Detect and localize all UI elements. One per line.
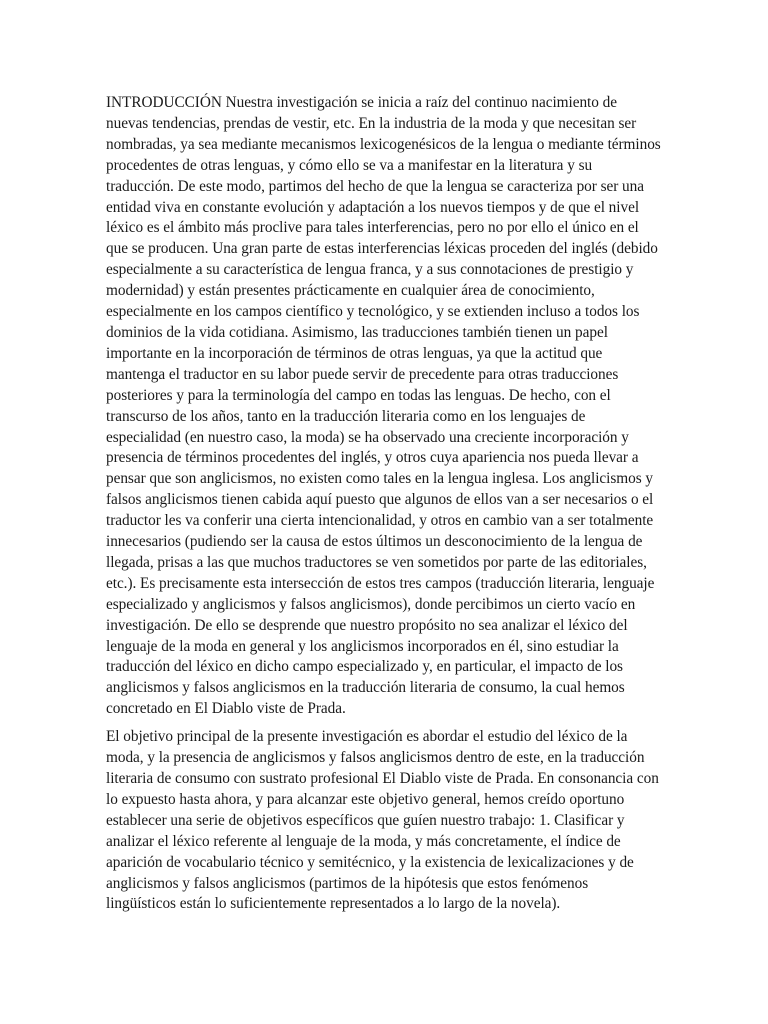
paragraph-introduccion: INTRODUCCIÓN Nuestra investigación se inicia a raíz del continuo nacimiento de nuevas tendencias, prendas de vestir, etc. En la industria de la moda y que necesitan ser nombradas, ya sea mediante mecanismos lexicogenésicos de la lengua o mediante términos procedentes de otras lenguas, y cómo ello se va a manifestar en la literatura y su traducción. De este modo, partimos del hecho de que la lengua se caracteriza por ser una entidad viva en constante evolución y adaptación a los nuevos tiempos y de que el nivel léxico es el ámbito más proclive para tales interferencias, pero no por ello el único en el que se producen. Una gran parte de estas interferencias léxicas proceden del inglés (debido especialmente a su característica de lengua franca, y a sus connotaciones de prestigio y modernidad) y están presentes prácticamente en cualquier área de conocimiento, especialmente en los campos científico y tecnológico, y se extienden incluso a todos los dominios de la vida cotidiana. Asimismo, las traducciones también tienen un papel importante en la incorporación de términos de otras lenguas, ya que la actitud que mantenga el traductor en su labor puede servir de precedente para otras traducciones posteriores y para la terminología del campo en todas las lenguas. De hecho, con el transcurso de los años, tanto en la traducción literaria como en los lenguajes de especialidad (en nuestro caso, la moda) se ha observado una creciente incorporación y presencia de términos procedentes del inglés, y otros cuya apariencia nos pueda llevar a pensar que son anglicismos, no existen como tales en la lengua inglesa. Los anglicismos y falsos anglicismos tienen cabida aquí puesto que algunos de ellos van a ser necesarios o el traductor les va conferir una cierta intencionalidad, y otros en cambio van a ser totalmente innecesarios (pudiendo ser la causa de estos últimos un desconocimiento de la lengua de llegada, prisas a las que muchos traductores se ven sometidos por parte de las editoriales, etc.). Es precisamente esta intersección de estos tres campos (traducción literaria, lenguaje especializado y anglicismos y falsos anglicismos), donde percibimos un cierto vacío en investigación. De ello se desprende que nuestro propósito no sea analizar el léxico del lenguaje de la moda en general y los anglicismos incorporados en él, sino estudiar la traducción del léxico en dicho campo especializado y, en particular, el impacto de los anglicismos y falsos anglicismos en la traducción literaria de consumo, la cual hemos concretado en El Diablo viste de Prada. <box>106 94 661 718</box>
paragraph-objetivo: El objetivo principal de la presente investigación es abordar el estudio del léxico de la moda, y la presencia de anglicismos y falsos anglicismos dentro de este, en la traducción literaria de consumo con sustrato profesional El Diablo viste de Prada. En consonancia con lo expuesto hasta ahora, y para alcanzar este objetivo general, hemos creído oportuno establecer una serie de objetivos específicos que guíen nuestro trabajo: 1. Clasificar y analizar el léxico referente al lenguaje de la moda, y más concretamente, el índice de aparición de vocabulario técnico y semitécnico, y la existencia de lexicalizaciones y de anglicismos y falsos anglicismos (partimos de la hipótesis que estos fenómenos lingüísticos están lo suficientemente representados a lo largo de la novela). <box>106 728 659 913</box>
document-body <box>106 93 661 915</box>
